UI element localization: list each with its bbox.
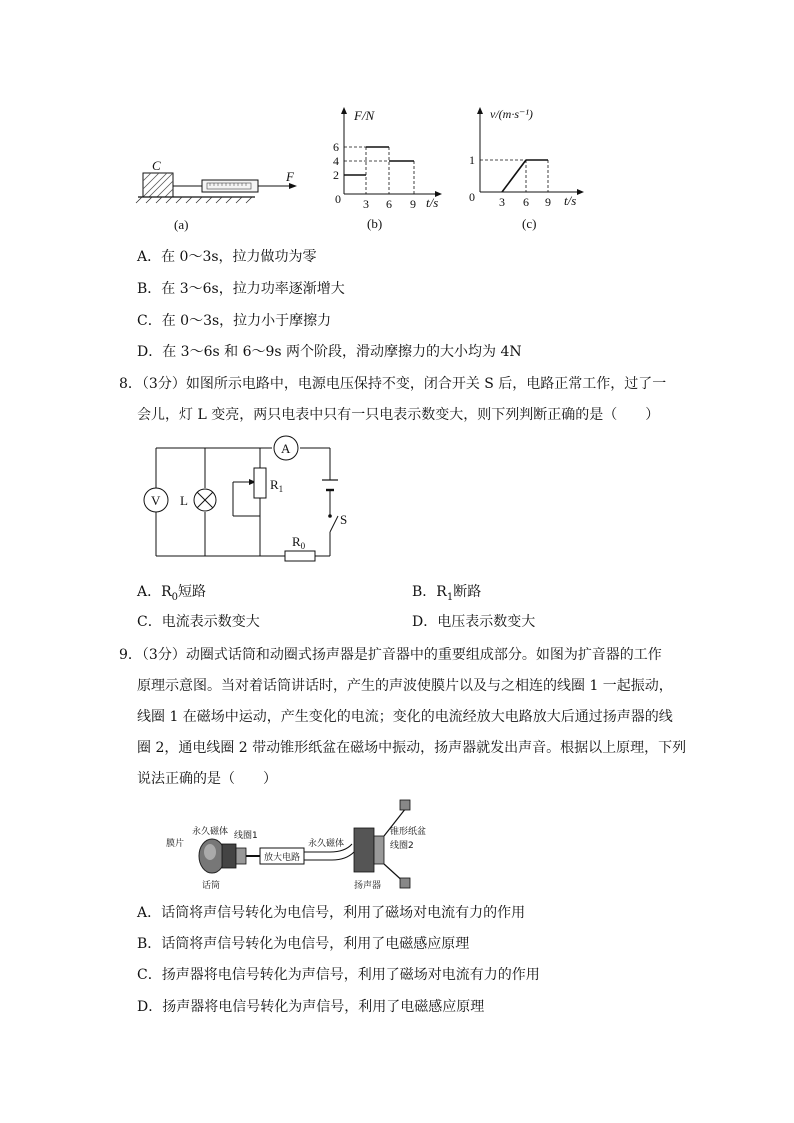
q7-figure-b [328,100,450,235]
q9-stem-line-1: 9．（3分）动圈式话筒和动圈式扬声器是扩音器中的重要组成部分。如图为扩音器的工作 [119,647,662,663]
label-cone: 锥形纸盆 [390,827,427,837]
q7-option-b[interactable]: B．在 3～6s，拉力功率逐渐增大 [137,281,345,297]
r0-label: $R_0$ [292,534,306,551]
rheostat-r1 [254,468,266,498]
block-c-label: C [152,158,161,173]
q7-option-c[interactable]: C．在 0～3s，拉力小于摩擦力 [137,313,332,329]
q9-stem-line-4: 圈 2，通电线圈 2 带动锥形纸盆在磁场中振动，扬声器就发出声音。根据以上原理，下列 [137,740,687,756]
fig-b-ytick-2: 2 [333,168,339,182]
speaker-coil-2 [374,836,384,864]
voltmeter-label: V [151,493,161,508]
fig-b-caption: (b) [367,216,383,231]
label-speaker: 扬声器 [354,881,382,891]
q9-amplifier-diagram [140,792,430,897]
mic-magnet [222,844,236,868]
q8-option-c[interactable]: C．电流表示数变大 [137,614,260,630]
fig-c-xtick-9: 9 [545,195,551,209]
q7-figure-c [462,100,594,235]
fig-b-ytick-4: 4 [333,154,339,168]
r1-label: $R_1$ [270,477,284,494]
v-ramp-3-6 [502,160,526,192]
fig-b-ytick-6: 6 [333,140,339,154]
q8-stem-line-1: 8．（3分）如图所示电路中，电源电压保持不变，闭合开关 S 后，电路正常工作，过了一 [119,376,667,392]
fig-a-caption: (a) [174,217,189,232]
fig-b-origin: 0 [335,192,341,206]
speaker-magnet [354,828,374,872]
label-magnet-2: 永久磁体 [308,839,345,849]
q9-option-a[interactable]: A．话筒将声信号转化为电信号，利用了磁场对电流有力的作用 [137,905,526,921]
label-coil-2: 线圈2 [390,841,414,851]
fig-c-caption: (c) [522,216,537,231]
resistor-r0 [285,551,315,561]
q9-option-d[interactable]: D．扬声器将电信号转化为声信号，利用了电磁感应原理 [137,999,485,1015]
mic-coil-1 [236,848,246,864]
label-membrane: 膜片 [166,839,185,849]
fig-c-origin: 0 [469,190,475,204]
q9-stem-line-5: 说法正确的是（ ） [137,771,277,787]
fig-b-xtick-9: 9 [410,197,416,211]
label-mic: 话筒 [202,881,221,891]
q9-stem-line-3: 线圈 1 在磁场中运动，产生变化的电流；变化的电流经放大电路放大后通过扬声器的线 [137,709,673,725]
q7-figure-a [130,155,310,235]
label-magnet-1: 永久磁体 [192,827,229,837]
q9-option-c[interactable]: C．扬声器将电信号转化为声信号，利用了磁场对电流有力的作用 [137,967,540,983]
q8-option-b[interactable]: B．$R_1$断路 [412,584,482,603]
fig-c-xlabel: t/s [564,193,577,208]
switch-s [330,516,338,532]
fig-c-xtick-6: 6 [523,195,529,209]
fig-c-xtick-3: 3 [499,195,505,209]
fig-b-ylabel: F/N [354,108,375,123]
q7-option-a[interactable]: A．在 0～3s，拉力做功为零 [137,249,317,265]
q9-stem-line-2: 原理示意图。当对着话筒讲话时，产生的声波使膜片以及与之相连的线圈 1 一起振动， [137,678,673,694]
q8-option-d[interactable]: D．电压表示数变大 [412,614,536,630]
label-coil-1: 线圈1 [234,831,258,841]
q8-stem-line-2: 会儿，灯 L 变亮，两只电表中只有一只电表示数变大，则下列判断正确的是（ ） [137,407,660,423]
fig-c-ylabel: v/(m·s⁻¹) [490,107,533,121]
fig-b-xlabel: t/s [426,195,439,210]
q8-option-a[interactable]: A．$R_0$短路 [137,584,207,603]
fig-b-xtick-3: 3 [363,197,369,211]
q9-option-b[interactable]: B．话筒将声信号转化为电信号，利用了电磁感应原理 [137,936,470,952]
fig-c-ytick-1: 1 [469,153,475,167]
switch-label: S [340,512,348,527]
q7-option-d[interactable]: D．在 3～6s 和 6～9s 两个阶段，滑动摩擦力的大小均为 4N [137,344,522,360]
label-amplifier: 放大电路 [264,853,301,863]
q8-circuit-diagram [140,432,370,567]
lamp-label: L [180,493,188,508]
fig-b-xtick-6: 6 [386,197,392,211]
force-f-label: F [286,169,294,184]
ammeter-label: A [281,441,291,456]
